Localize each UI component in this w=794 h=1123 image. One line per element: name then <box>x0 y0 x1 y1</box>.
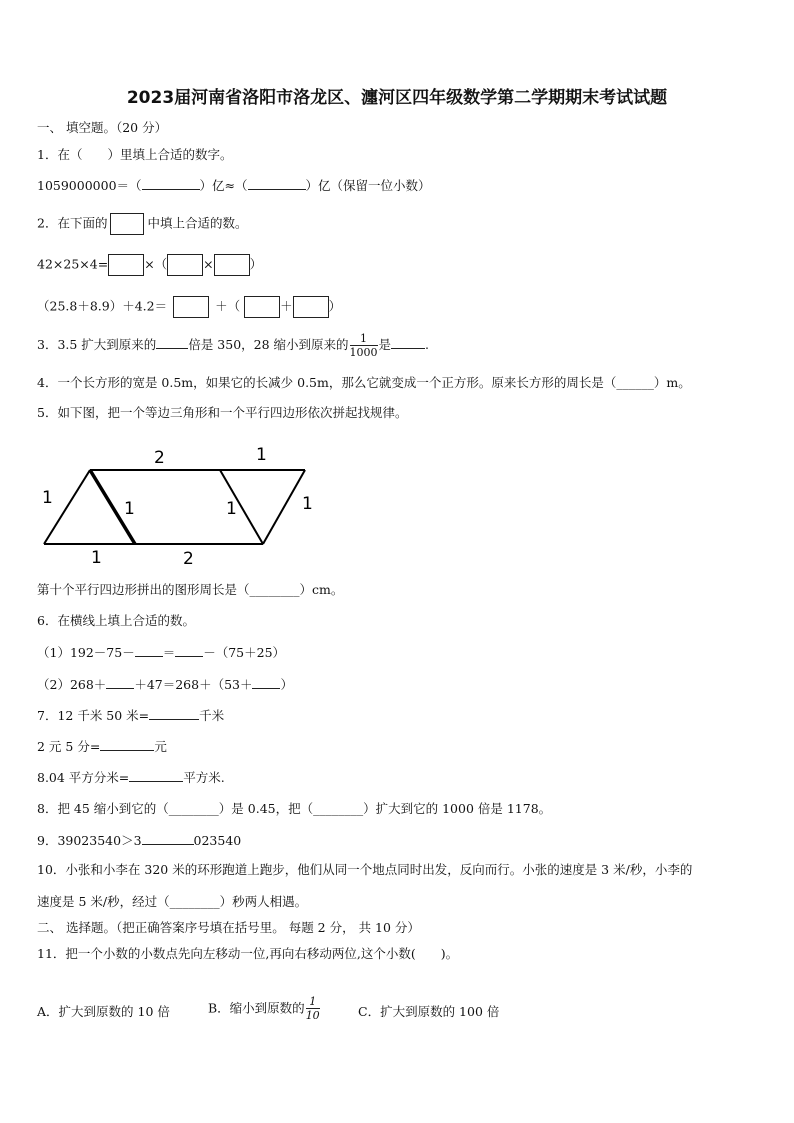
question-6-line-1 <box>37 646 285 660</box>
question-3-part-c: 是 <box>378 337 392 352</box>
fraction-numerator: 1 <box>306 996 320 1009</box>
section-1-heading: 一、 填空题。（20 分） <box>37 120 168 135</box>
question-1-equation <box>37 179 431 193</box>
question-2-equation-2 <box>37 296 341 318</box>
question-2-text <box>37 213 247 235</box>
line-1-part-b: ＝ <box>162 645 176 660</box>
line-1-part-a: 7．12 千米 50 米= <box>37 708 150 723</box>
question-1-text: 1．在（ ）里填上合适的数字。 <box>37 147 233 162</box>
equation-1-part-d: ） <box>249 256 263 272</box>
line-2-part-c: ） <box>280 677 293 692</box>
question-2-part-a: 2．在下面的 <box>37 215 108 231</box>
figure-label: 1 <box>124 499 135 519</box>
answer-blank[interactable] <box>142 834 194 845</box>
answer-box[interactable] <box>108 254 144 276</box>
option-b-text: B．缩小到原数的 <box>208 1000 305 1016</box>
line-2-part-b: ＋47＝268＋（53＋ <box>134 677 253 692</box>
answer-box[interactable] <box>173 296 209 318</box>
answer-blank[interactable] <box>391 338 425 349</box>
line-3-part-a: 8.04 平方分米= <box>37 770 130 785</box>
figure-label: 1 <box>42 488 53 508</box>
answer-blank[interactable] <box>135 646 163 657</box>
line-2-part-a: 2 元 5 分= <box>37 739 101 754</box>
answer-box[interactable] <box>244 296 280 318</box>
answer-blank[interactable] <box>252 678 280 689</box>
question-10-line-1: 10．小张和小李在 320 米的环形跑道上跑步，他们从同一个地点同时出发，反向而行。小张的速度是 3 米/秒，小李的 <box>37 862 693 877</box>
line-2-part-b: 元 <box>154 739 167 754</box>
answer-blank[interactable] <box>100 740 154 751</box>
page-title: 2023届河南省洛阳市洛龙区、瀍河区四年级数学第二学期期末考试试题 <box>126 88 668 108</box>
question-1-part-a: 1059000000＝（ <box>37 178 142 193</box>
question-11-option-c[interactable]: C．扩大到原数的 100 倍 <box>358 1004 500 1019</box>
fraction-one-thousandth <box>350 333 378 358</box>
fraction-denominator: 1000 <box>349 346 378 359</box>
answer-box[interactable] <box>167 254 203 276</box>
line-1-part-a: （1）192－75－ <box>37 645 135 660</box>
equation-1-part-b: ×（ <box>144 256 168 272</box>
answer-blank[interactable] <box>175 646 203 657</box>
question-1-part-b: ）亿≈（ <box>199 178 248 193</box>
question-10-line-2: 速度是 5 米/秒，经过（________）秒两人相遇。 <box>37 894 308 909</box>
question-3 <box>37 333 429 358</box>
answer-blank[interactable] <box>129 771 183 782</box>
question-9 <box>37 834 241 848</box>
answer-box[interactable] <box>293 296 329 318</box>
figure-label: 1 <box>256 445 267 465</box>
question-6-line-2 <box>37 678 293 692</box>
right-edge <box>263 470 305 544</box>
answer-blank[interactable] <box>156 338 188 349</box>
equation-2-part-c: ＋ <box>280 298 293 314</box>
fraction-numerator: 1 <box>350 333 378 346</box>
answer-blank[interactable] <box>106 678 134 689</box>
figure-label: 1 <box>226 499 237 519</box>
question-9-part-a: 9．39023540＞3 <box>37 833 142 848</box>
figure-label: 1 <box>302 494 313 514</box>
question-5-text: 5．如下图，把一个等边三角形和一个平行四边形依次拼起找规律。 <box>37 405 408 420</box>
figure-label: 1 <box>91 548 102 568</box>
answer-blank[interactable] <box>149 709 199 720</box>
answer-blank[interactable] <box>248 179 306 190</box>
question-1-part-c: ）亿（保留一位小数） <box>305 178 431 193</box>
equation-2-part-a: （25.8＋8.9）＋4.2＝ <box>37 298 168 314</box>
question-9-part-b: 023540 <box>193 833 242 848</box>
fraction-one-tenth <box>306 996 320 1021</box>
figure-label: 2 <box>183 549 194 569</box>
question-11-option-b[interactable] <box>208 996 321 1021</box>
question-5-answer: 第十个平行四边形拼出的图形周长是（________）cm。 <box>37 582 344 597</box>
question-11-text: 11．把一个小数的小数点先向左移动一位,再向右移动两位,这个小数( )。 <box>37 946 459 961</box>
question-11-option-a[interactable]: A．扩大到原数的 10 倍 <box>37 1004 170 1019</box>
question-7-line-2 <box>37 740 167 754</box>
equation-2-part-d: ） <box>328 298 342 314</box>
answer-box[interactable] <box>214 254 250 276</box>
answer-blank[interactable] <box>142 179 200 190</box>
fraction-denominator: 10 <box>305 1009 320 1022</box>
section-2-heading: 二、 选择题。（把正确答案序号填在括号里。 每题 2 分， 共 10 分） <box>37 920 420 935</box>
equation-2-part-b: ＋（ <box>215 298 241 314</box>
question-7-line-1 <box>37 709 224 723</box>
triangle-parallelogram-figure <box>30 440 330 570</box>
line-3-part-b: 平方米. <box>183 770 225 785</box>
line-1-part-c: －（75＋25） <box>203 645 286 660</box>
question-3-part-b: 倍是 350，28 缩小到原来的 <box>188 337 349 352</box>
line-1-part-b: 千米 <box>199 708 225 723</box>
equation-1-part-c: × <box>203 256 214 272</box>
question-4: 4．一个长方形的宽是 0.5m，如果它的长减少 0.5m，那么它就变成一个正方形。原来长方形的周长是（______）m。 <box>37 375 691 390</box>
sample-box <box>110 213 144 235</box>
question-7-line-3 <box>37 771 225 785</box>
line-2-part-a: （2）268＋ <box>37 677 107 692</box>
question-8: 8．把 45 缩小到它的（________）是 0.45，把（________）扩大到它的 1000 倍是 1178。 <box>37 801 552 816</box>
question-6-text: 6．在横线上填上合适的数。 <box>37 613 195 628</box>
question-2-part-b: 中填上合适的数。 <box>147 215 248 231</box>
question-3-part-a: 3．3.5 扩大到原来的 <box>37 337 157 352</box>
equation-1-part-a: 42×25×4= <box>37 256 109 272</box>
question-3-part-d: . <box>425 337 430 352</box>
figure-label: 2 <box>154 448 165 468</box>
question-2-equation-1 <box>37 254 262 276</box>
